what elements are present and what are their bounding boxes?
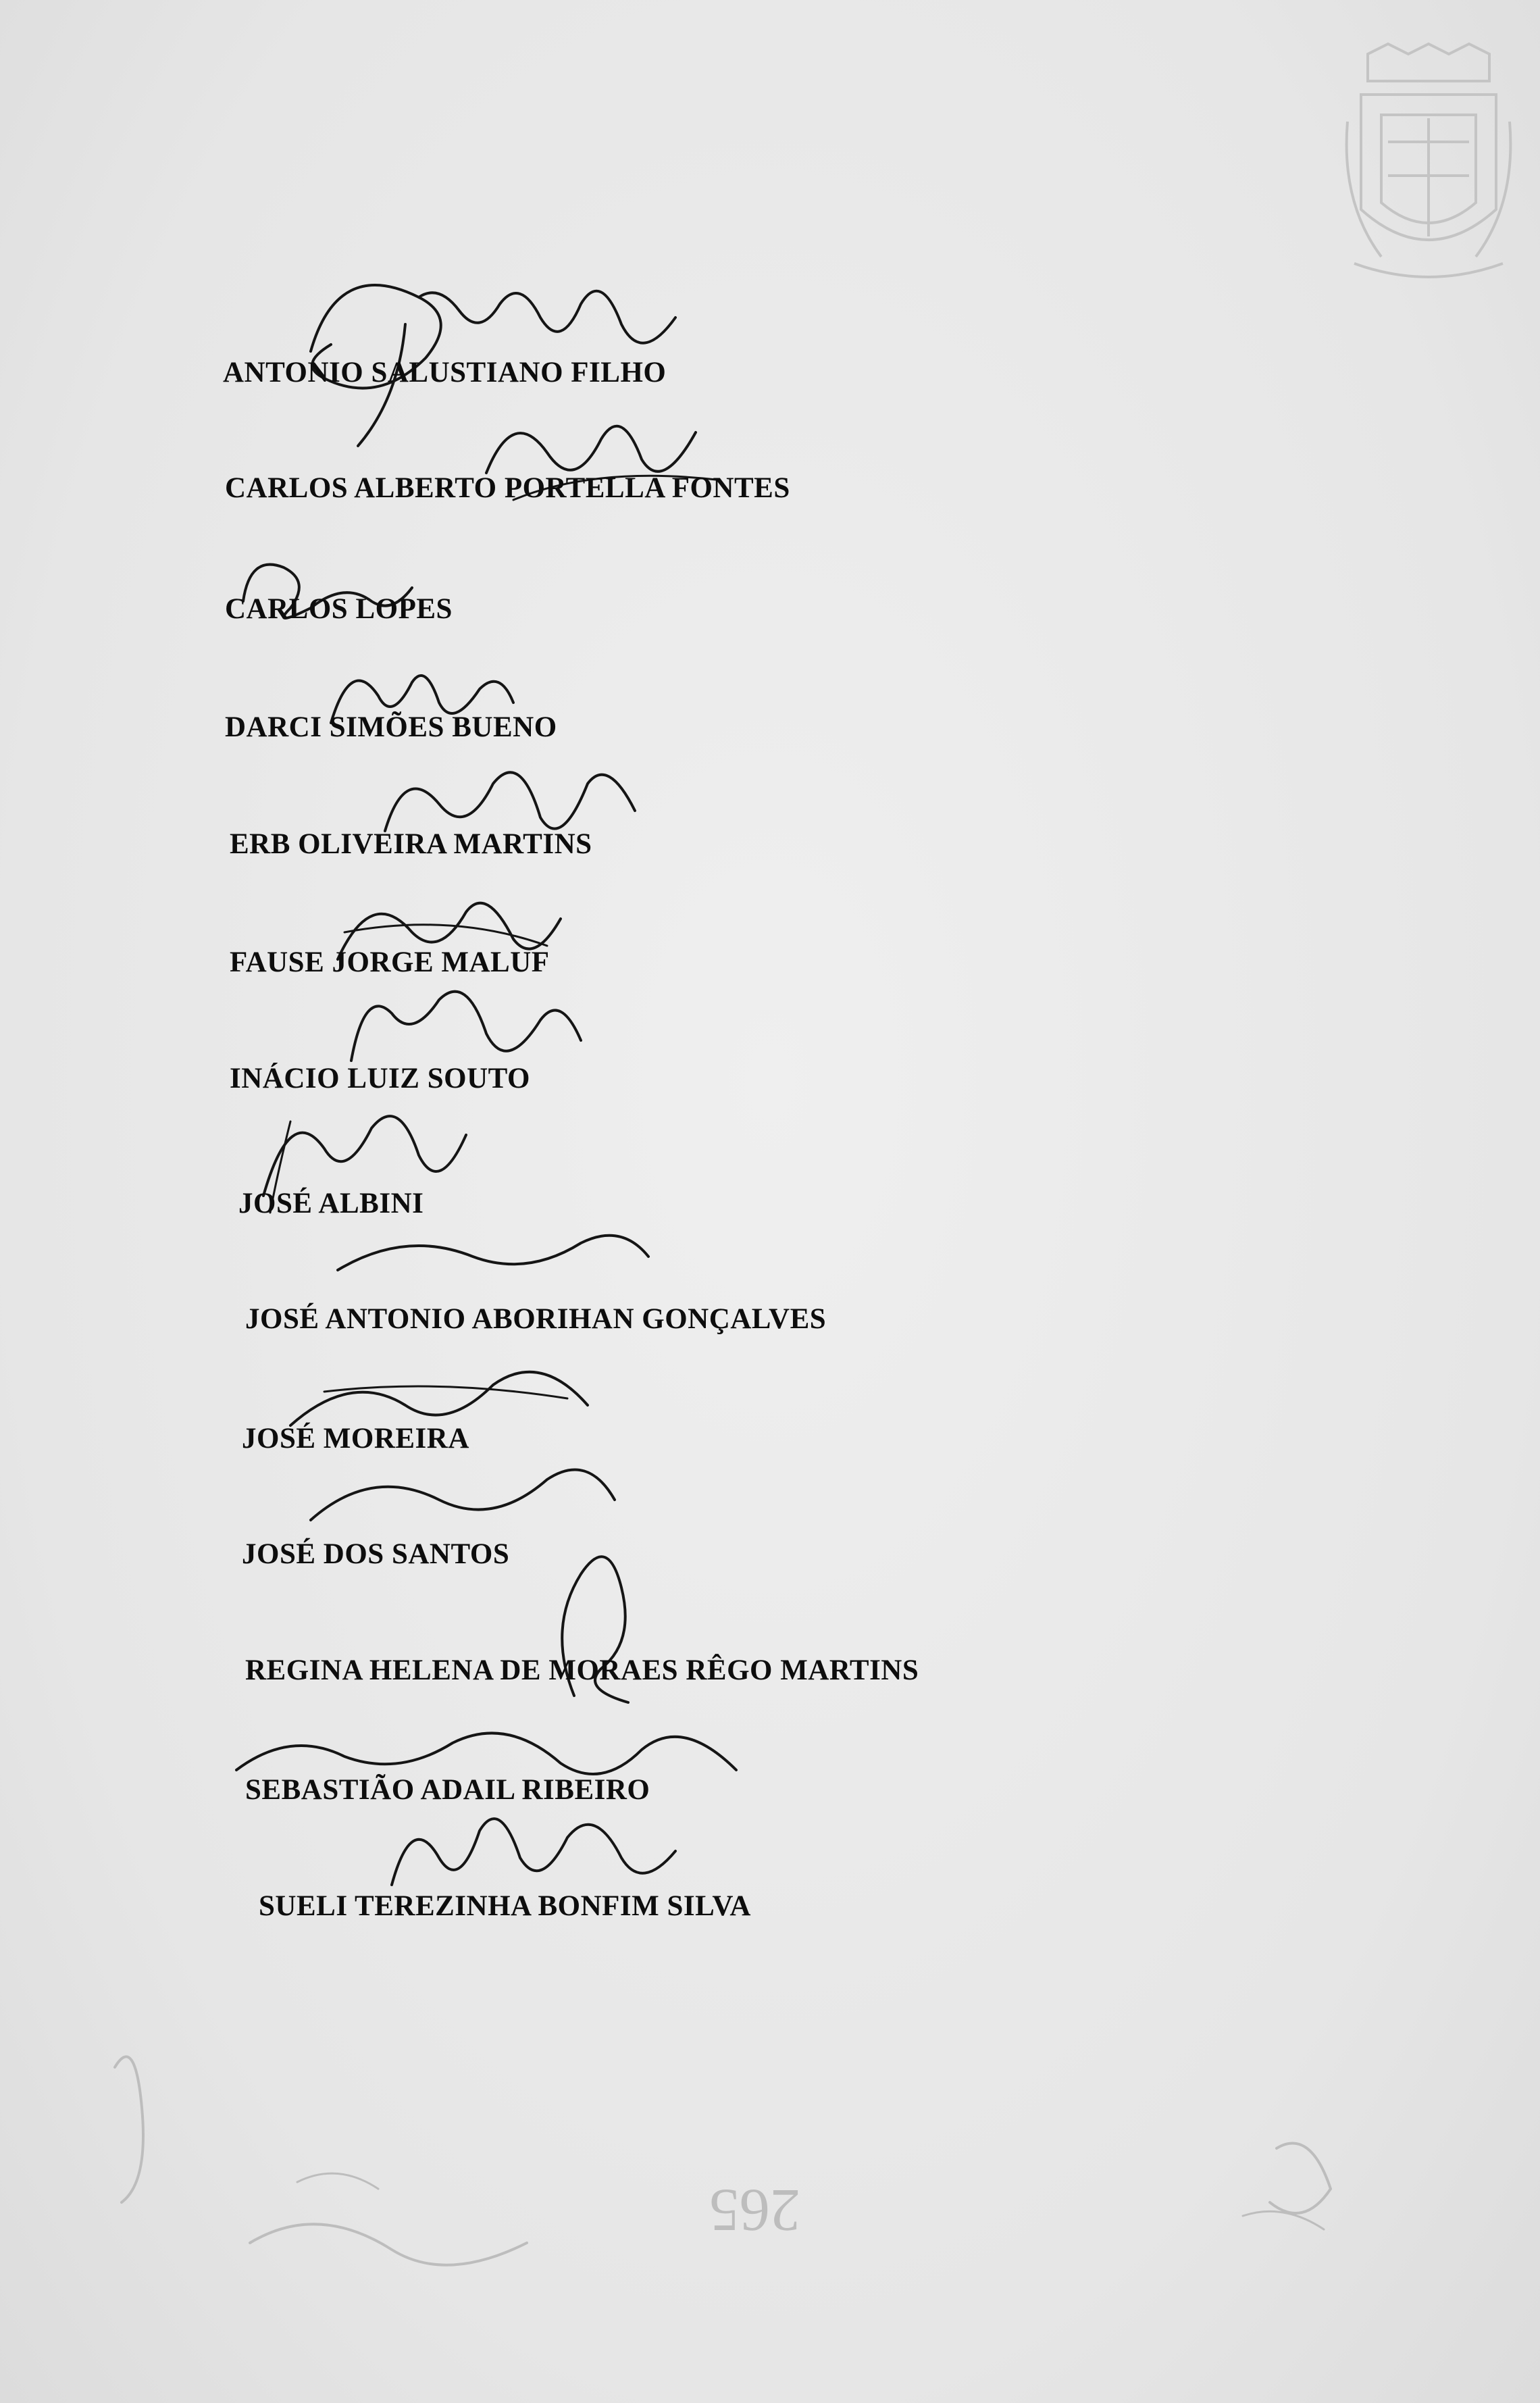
signer-name: REGINA HELENA DE MORAES RÊGO MARTINS — [245, 1654, 919, 1686]
signer-name: CARLOS LOPES — [225, 593, 453, 625]
page-number: 265 — [709, 2177, 800, 2244]
signer-name: ERB OLIVEIRA MARTINS — [230, 828, 592, 860]
signature-scrawl — [378, 1790, 689, 1905]
signer-name: DARCI SIMÕES BUENO — [225, 711, 557, 743]
signer-name: JOSÉ ANTONIO ABORIHAN GONÇALVES — [245, 1303, 827, 1335]
signer-name: JOSÉ MOREIRA — [242, 1423, 469, 1455]
signature-scrawl — [324, 1216, 662, 1290]
signer-name: JOSÉ DOS SANTOS — [242, 1538, 510, 1570]
signer-name: JOSÉ ALBINI — [238, 1188, 424, 1219]
signer-name: INÁCIO LUIZ SOUTO — [230, 1063, 530, 1094]
signer-name: SEBASTIÃO ADAIL RIBEIRO — [245, 1774, 650, 1806]
signature-scrawl — [290, 1452, 628, 1540]
signer-name: CARLOS ALBERTO PORTELLA FONTES — [225, 472, 790, 504]
signer-name: SUELI TEREZINHA BONFIM SILVA — [259, 1890, 751, 1922]
signer-name: ANTONIO SALUSTIANO FILHO — [223, 357, 667, 388]
signer-name: FAUSE JORGE MALUF — [230, 946, 550, 978]
